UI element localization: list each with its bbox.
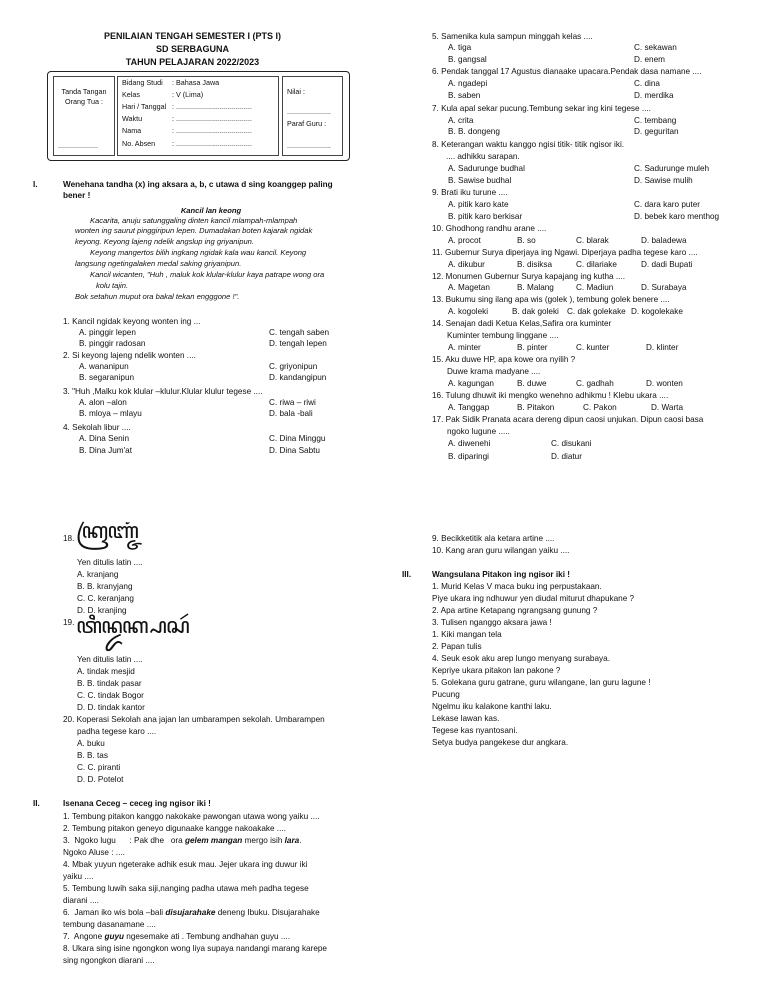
option-c[interactable]: C. C. tindak Bogor — [77, 691, 144, 700]
option-a[interactable]: A. alon –alon — [79, 398, 127, 407]
question: 5. Samenika kula sampun minggah kelas .... — [432, 32, 593, 41]
story-title: Kancil lan keong — [180, 206, 242, 215]
option-d[interactable]: D. Warta — [651, 403, 683, 412]
field-label: Nama — [122, 126, 142, 135]
student-id-box — [47, 71, 350, 161]
exam-title: PENILAIAN TENGAH SEMESTER I (PTS I) — [103, 31, 281, 41]
poem-line: Ngelmu iku kalakone kanthi laku. — [432, 702, 552, 711]
option-a[interactable]: A. diwenehi — [448, 439, 491, 448]
question: 7. Kula apal sekar pucung.Tembung sekar ing kini tegese .... — [432, 104, 651, 113]
option-c[interactable]: C. kunter — [576, 343, 610, 352]
option-d[interactable]: D. D. Potelot — [77, 775, 124, 784]
question: 15. Aku duwe HP, apa kowe ora nyilih ? — [432, 355, 576, 364]
question: Yen ditulis latin .... — [77, 655, 143, 664]
story-line: Keyong mangertos bilih ingkang ngidak kala wau kancil. Keyong — [90, 248, 307, 257]
option-d[interactable]: D. klinter — [646, 343, 679, 352]
section-number: III. — [402, 570, 412, 579]
nilai-dots[interactable]: ...................... — [287, 107, 331, 116]
field-label: Waktu — [122, 114, 143, 123]
field-value[interactable]: : ...................................... — [172, 114, 252, 123]
option-b[interactable]: B. pinggir radosan — [79, 339, 146, 348]
option-d[interactable]: D. geguritan — [634, 127, 679, 136]
question: 20. Koperasi Sekolah ana jajan lan umbarampen sekolah. Umbarampen — [63, 715, 325, 724]
question: 10. Ghodhong randhu arane .... — [432, 224, 547, 233]
section-title: Isenana Ceceg – ceceg ing ngisor iki ! — [63, 799, 211, 808]
essay-question: 4. Seuk esok aku arep lungo menyang surabaya. — [432, 654, 610, 663]
option-c[interactable]: C. riwa – riwi — [269, 398, 316, 407]
option-c[interactable]: C. C. piranti — [77, 763, 121, 772]
option-d[interactable]: D. D. kranjing — [77, 606, 127, 615]
question: 4. Sekolah libur .... — [63, 423, 131, 432]
option-a[interactable]: A. pinggir lepen — [79, 328, 136, 337]
fill-question: 9. Becikketitik ala ketara artine .... — [432, 534, 555, 543]
question: 12. Monumen Gubernur Surya kapajang ing kutha .... — [432, 272, 625, 281]
field-value[interactable]: : ...................................... — [172, 139, 252, 148]
fill-question: 8. Ukara sing isine ngongkon wong liya supaya nandangi marang karepe — [63, 944, 327, 953]
school-name: SD SERBAGUNA — [155, 44, 229, 54]
story-line: kolu tajin. — [96, 281, 129, 290]
essay-question: 2. Apa artine Ketapang ngrangsang gunung ? — [432, 606, 598, 615]
section-instruction: bener ! — [63, 191, 91, 200]
fill-question: diarani .... — [63, 896, 99, 905]
option-b[interactable]: B. segaranipun — [79, 373, 135, 382]
option-d[interactable]: D. diatur — [551, 452, 582, 461]
option-d[interactable]: D. Surabaya — [641, 283, 687, 292]
option-a[interactable]: A. kranjang — [77, 570, 119, 579]
question-cont: padha tegese karo .... — [77, 727, 157, 736]
option-d[interactable]: D. Dina Sabtu — [269, 446, 320, 455]
poem-line: Setya budya pangekese dur angkara. — [432, 738, 569, 747]
fill-question: tembung dasanamane .... — [63, 920, 156, 929]
question: 17. Pak Sidik Pranata acara dereng dipun caosi unjukan. Dipun caosi basa — [432, 415, 704, 424]
option-a[interactable]: A. Magetan — [448, 283, 490, 292]
option-a[interactable]: A. procot — [448, 236, 481, 245]
option-c[interactable]: C. Madiun — [576, 283, 614, 292]
option-d[interactable]: D. enem — [634, 55, 665, 64]
option-c[interactable]: C. tengah saben — [269, 328, 330, 337]
field-label: Bidang Studi — [122, 78, 163, 87]
field-label: Hari / Tanggal — [122, 102, 167, 111]
poem-line: Lekase lawan kas. — [432, 714, 500, 723]
section-instruction: Wenehana tandha (x) ing aksara a, b, c utawa d sing koanggep paling — [63, 180, 333, 189]
section-title: Wangsulana Pitakon ing ngisor iki ! — [432, 570, 570, 579]
poem-line: Tegese kas nyantosani. — [432, 726, 518, 735]
student-fields-cell — [117, 76, 279, 156]
option-d[interactable]: D. Sawise mulih — [634, 176, 693, 185]
fill-question: 1. Tembung pitakon kanggo nakokake pawongan utawa wong yaiku .... — [63, 812, 320, 821]
option-c[interactable]: C. blarak — [576, 236, 609, 245]
option-a[interactable]: A. tiga — [448, 43, 472, 52]
school-year: TAHUN PELAJARAN 2022/2023 — [125, 57, 260, 67]
question: 14. Senajan dadi Ketua Kelas,Safira ora kuminter — [432, 319, 612, 328]
story-line: keyong. Keyong lajeng ndelik angslup ing griyanipun. — [75, 237, 255, 246]
question: 2. Si keyong lajeng ndelik wonten .... — [63, 351, 196, 360]
option-b[interactable]: B. disiksa — [517, 260, 553, 269]
option-b[interactable]: B. so — [517, 236, 536, 245]
option-c[interactable]: C. dak golekake — [567, 307, 626, 316]
fill-question: 3. Ngoko lugu : Pak dhe ora gelem mangan mergo isih lara. — [63, 836, 302, 845]
option-a[interactable]: A. minter — [448, 343, 481, 352]
option-d[interactable]: D. dadi Bupati — [641, 260, 693, 269]
option-c[interactable]: C. dina — [634, 79, 660, 88]
option-b[interactable]: B. B. tindak pasar — [77, 679, 142, 688]
field-value[interactable]: : ...................................... — [172, 102, 252, 111]
option-d[interactable]: D. bala -bali — [269, 409, 313, 418]
section-number: II. — [33, 799, 40, 808]
essay-question: 1. Murid Kelas V maca buku ing perpustakaan. — [432, 582, 602, 591]
fill-question: 2. Tembung pitakon geneyo digunaake kangge nakoakake .... — [63, 824, 286, 833]
question: 9. Brati iku turune .... — [432, 188, 508, 197]
option-b[interactable]: B. gangsal — [448, 55, 487, 64]
essay-question: 1. Kiki mangan tela — [432, 630, 502, 639]
option-b[interactable]: B. Malang — [517, 283, 554, 292]
fill-question: 7. Angone guyu ngesemake ati . Tembung andhahan guyu .... — [63, 932, 290, 941]
option-d[interactable]: D. baladewa — [641, 236, 687, 245]
question: 13. Bukumu sing ilang apa wis (golek ), tembung golek benere .... — [432, 295, 670, 304]
option-c[interactable]: C. gadhah — [576, 379, 614, 388]
story-line: Kacarita, anuju satunggaling dinten kancil mlampah-mlampah — [90, 216, 298, 225]
fill-question: 10. Kang aran guru wilangan yaiku .... — [432, 546, 570, 555]
question: 1. Kancil ngidak keyong wonten ing ... — [63, 317, 201, 326]
essay-question: 3. Tulisen nganggo aksara jawa ! — [432, 618, 552, 627]
option-c[interactable]: C. Dina Minggu — [269, 434, 326, 443]
question-number: 19. — [63, 618, 75, 627]
option-c[interactable]: C. C. keranjang — [77, 594, 134, 603]
field-label: No. Absen — [122, 139, 156, 148]
option-b[interactable]: B. pinter — [517, 343, 548, 352]
field-value[interactable]: : ...................................... — [172, 126, 252, 135]
question: 6. Pendak tanggal 17 Agustus dianaake upacara.Pendak dasa namane .... — [432, 67, 702, 76]
option-a[interactable]: A. buku — [77, 739, 105, 748]
section-number: I. — [33, 180, 38, 189]
essay-question: Kepriye ukara pitakon lan pakone ? — [432, 666, 561, 675]
story-line: Kancil wicanten, "Huh , maluk kok klular-klulur kaya patrape wong ora — [90, 270, 325, 279]
essay-question: 5. Golekana guru gatrane, guru wilangane, lan guru lagune ! — [432, 678, 651, 687]
story-line: wonten ing saurut pinggiripun lepen. Dumadakan boten kajarak ngidak — [75, 226, 313, 235]
parent-signature-cell — [53, 76, 115, 156]
question-cont: Kuminter tembung linggane .... — [447, 331, 559, 340]
option-c[interactable]: C. griyonipun — [269, 362, 318, 371]
option-b[interactable]: B. duwe — [517, 379, 547, 388]
option-c[interactable]: C. Sadurunge muleh — [634, 164, 710, 173]
option-c[interactable]: C. dara karo puter — [634, 200, 700, 209]
grade-cell — [282, 76, 343, 156]
fill-question: Ngoko Aluse : .... — [63, 848, 125, 857]
option-d[interactable]: D. kogolekake — [631, 307, 683, 316]
option-a[interactable]: A. dikubur — [448, 260, 485, 269]
option-c[interactable]: C. disukani — [551, 439, 592, 448]
question-cont: Duwe krama madyane .... — [447, 367, 541, 376]
option-c[interactable]: C. Pakon — [583, 403, 617, 412]
question-cont: ngoko lugune ..... — [447, 427, 510, 436]
option-a[interactable]: A. Tanggap — [448, 403, 490, 412]
fill-question: 4. Mbak yuyun ngeterake adhik esuk mau. Jejer ukara ing duwur iki — [63, 860, 308, 869]
parent-signature-label: Tanda Tangan Orang Tua : — [61, 87, 107, 106]
option-b[interactable]: B. Sawise budhal — [448, 176, 512, 185]
option-a[interactable]: A. tindak mesjid — [77, 667, 135, 676]
option-a[interactable]: A. crita — [448, 116, 474, 125]
parent-signature-dots: .................... — [58, 141, 98, 150]
fill-question: yaiku .... — [63, 872, 94, 881]
option-b[interactable]: B. Pitakon — [517, 403, 555, 412]
option-b[interactable]: B. B. dongeng — [448, 127, 500, 136]
nilai-label: Nilai : — [287, 87, 305, 96]
question-number: 18. — [63, 534, 75, 543]
fill-question: 5. Tembung luwih saka siji,nanging padha utawa meh padha tegese — [63, 884, 309, 893]
option-c[interactable]: C. dilariake — [576, 260, 617, 269]
question: 8. Keterangan waktu kanggo ngisi titik- titik ngisor iki. — [432, 140, 625, 149]
option-d[interactable]: D. kandangipun — [269, 373, 327, 382]
option-d[interactable]: D. bebek karo menthog — [634, 212, 720, 221]
fill-question: 6. Jaman iko wis bola –bali disujarahake deneng Ibuku. Disujarahake — [63, 908, 320, 917]
option-a[interactable]: A. Dina Senin — [79, 434, 130, 443]
option-a[interactable]: A. pitik karo kate — [448, 200, 509, 209]
fill-question: sing ngongkon diarani .... — [63, 956, 155, 965]
field-value[interactable]: : Bahasa Jawa — [172, 78, 220, 87]
question: 11. Gubernur Surya diperjaya ing Ngawi. Diperjaya padha tegese karo .... — [432, 248, 698, 257]
field-label: Kelas — [122, 90, 140, 99]
story-line: langsung ngetingalaken medal saking griyanipun. — [75, 259, 242, 268]
option-b[interactable]: B. Dina Jum'at — [79, 446, 132, 455]
option-b[interactable]: B. pitik karo berkisar — [448, 212, 523, 221]
option-a[interactable]: A. Sadurunge budhal — [448, 164, 525, 173]
paraf-label: Paraf Guru : — [287, 119, 327, 128]
option-a[interactable]: A. kogoleki — [448, 307, 489, 316]
option-b[interactable]: B. saben — [448, 91, 481, 100]
option-b[interactable]: B. mloya – mlayu — [79, 409, 142, 418]
question: 16. Tulung dhuwit iki mengko wenehno adhikmu ! Klebu ukara .... — [432, 391, 669, 400]
option-b[interactable]: B. diparingi — [448, 452, 489, 461]
option-d[interactable]: D. wonten — [646, 379, 683, 388]
option-d[interactable]: D. tengah lepen — [269, 339, 327, 348]
option-c[interactable]: C. tembang — [634, 116, 677, 125]
javanese-script-image: ꦏꦿꦚ꧀ꦗꦁ — [76, 519, 138, 544]
option-b[interactable]: B. B. kranyjang — [77, 582, 133, 591]
option-a[interactable]: A. wananipun — [79, 362, 129, 371]
poem-title: Pucung — [432, 690, 460, 699]
option-d[interactable]: D. D. tindak kantor — [77, 703, 145, 712]
option-b[interactable]: B. B. tas — [77, 751, 108, 760]
option-d[interactable]: D. merdika — [634, 91, 674, 100]
essay-question: Piye ukara ing ndhuwur yen diudal miturut dhapukane ? — [432, 594, 635, 603]
paraf-dots[interactable]: ...................... — [287, 141, 331, 150]
option-c[interactable]: C. sekawan — [634, 43, 677, 52]
option-a[interactable]: A. kagungan — [448, 379, 494, 388]
story-line: Bok setahun muput ora bakal tekan engggone !". — [75, 292, 240, 301]
question: 3. "Huh ,Malku kok klular –klulur.Klular klulur tegese .... — [63, 387, 263, 396]
javanese-script-image: ꦠꦶꦤ꧀ꦢꦏ꧀ꦥꦱꦂ — [76, 614, 189, 639]
question-cont: .... adhikku sarapan. — [446, 152, 520, 161]
option-b[interactable]: B. dak goleki — [512, 307, 559, 316]
question: Yen ditulis latin .... — [77, 558, 143, 567]
option-a[interactable]: A. ngadepi — [448, 79, 488, 88]
field-value[interactable]: : V (Lima) — [172, 90, 204, 99]
essay-question: 2. Papan tulis — [432, 642, 482, 651]
